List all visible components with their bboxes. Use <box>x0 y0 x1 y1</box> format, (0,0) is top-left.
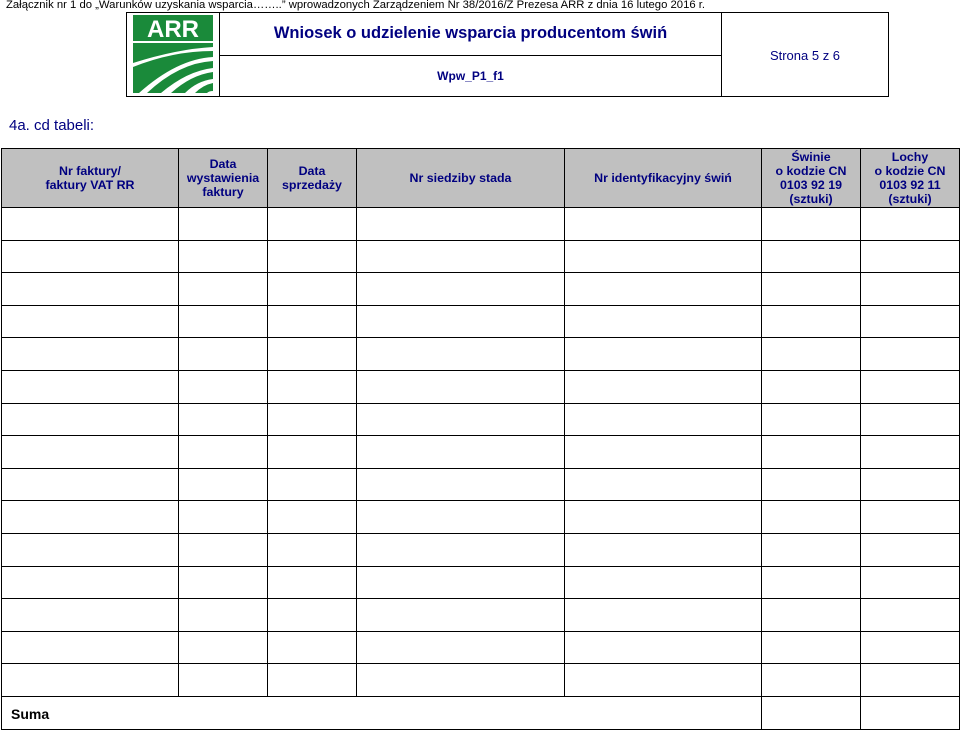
column-header-line: (sztuki) <box>789 192 833 206</box>
table-cell[interactable] <box>179 599 268 632</box>
table-cell[interactable] <box>2 501 179 534</box>
table-cell[interactable] <box>762 468 861 501</box>
column-header-line: 0103 92 11 <box>879 178 941 192</box>
column-header-line: wystawienia <box>186 171 260 185</box>
table-cell[interactable] <box>179 370 268 403</box>
page-number: Strona 5 z 6 <box>769 48 841 63</box>
table-cell[interactable] <box>861 338 960 371</box>
table-cell[interactable] <box>2 436 179 469</box>
table-cell[interactable] <box>565 208 762 241</box>
table-cell[interactable] <box>357 273 565 306</box>
attachment-note: Załącznik nr 1 do „Warunków uzyskania wsparcia……..” wprowadzonych Zarządzeniem Nr 38/2016/Z Prezesa ARR z dnia 16 lutego 2016 r. <box>6 0 706 11</box>
column-header-line: o kodzie CN <box>874 164 946 178</box>
table-cell[interactable] <box>268 208 357 241</box>
table-cell[interactable] <box>357 240 565 273</box>
invoice-table <box>1 148 960 730</box>
table-row <box>2 273 960 306</box>
table-cell[interactable] <box>179 273 268 306</box>
table-cell[interactable] <box>357 599 565 632</box>
table-cell[interactable] <box>357 305 565 338</box>
table-cell[interactable] <box>762 240 861 273</box>
table-cell[interactable] <box>357 403 565 436</box>
column-header-line: faktury <box>202 185 244 199</box>
table-cell[interactable] <box>762 338 861 371</box>
table-row <box>2 436 960 469</box>
title-cell <box>220 13 722 96</box>
table-row <box>2 468 960 501</box>
form-title: Wniosek o udzielenie wsparcia producentom świń <box>273 24 668 42</box>
column-header-line: faktury VAT RR <box>45 178 135 192</box>
table-row <box>2 599 960 632</box>
table-cell[interactable] <box>2 566 179 599</box>
table-cell[interactable] <box>179 631 268 664</box>
table-row <box>2 501 960 534</box>
table-cell[interactable] <box>268 338 357 371</box>
table-cell[interactable] <box>762 305 861 338</box>
column-header <box>762 149 861 208</box>
table-cell[interactable] <box>357 664 565 697</box>
table-row <box>2 208 960 241</box>
table-cell[interactable] <box>357 566 565 599</box>
column-header-line: Data <box>209 157 237 171</box>
column-header <box>357 149 565 208</box>
table-cell[interactable] <box>268 501 357 534</box>
title-divider <box>220 55 721 56</box>
form-code: Wpw_P1_f1 <box>437 69 504 83</box>
document-header <box>126 12 889 97</box>
table-cell[interactable] <box>565 599 762 632</box>
table-cell[interactable] <box>268 468 357 501</box>
table-cell[interactable] <box>565 436 762 469</box>
table-cell[interactable] <box>565 631 762 664</box>
table-cell[interactable] <box>565 370 762 403</box>
table-cell[interactable] <box>179 338 268 371</box>
table-cell[interactable] <box>861 566 960 599</box>
table-cell[interactable] <box>861 664 960 697</box>
table-cell[interactable] <box>2 240 179 273</box>
table-cell[interactable] <box>861 240 960 273</box>
sum-row <box>2 696 960 729</box>
section-title: 4a. cd tabeli: <box>9 117 95 134</box>
table-row <box>2 370 960 403</box>
column-header <box>179 149 268 208</box>
table-cell[interactable] <box>861 631 960 664</box>
table-cell[interactable] <box>2 273 179 306</box>
arr-logo <box>127 13 220 96</box>
table-cell[interactable] <box>861 599 960 632</box>
table-cell[interactable] <box>179 240 268 273</box>
table-cell[interactable] <box>565 664 762 697</box>
table-cell[interactable] <box>268 533 357 566</box>
table-cell[interactable] <box>762 436 861 469</box>
column-header-line: Świnie <box>791 150 831 164</box>
table-cell[interactable] <box>565 305 762 338</box>
table-cell[interactable] <box>179 664 268 697</box>
table-row <box>2 664 960 697</box>
table-cell[interactable] <box>357 370 565 403</box>
sum-cell[interactable] <box>762 696 861 729</box>
table-cell[interactable] <box>268 436 357 469</box>
table-cell[interactable] <box>268 240 357 273</box>
column-header <box>2 149 179 208</box>
sum-label: Suma <box>2 696 762 729</box>
table-cell[interactable] <box>762 599 861 632</box>
table-cell[interactable] <box>268 599 357 632</box>
table-cell[interactable] <box>268 566 357 599</box>
table-cell[interactable] <box>762 533 861 566</box>
table-cell[interactable] <box>565 403 762 436</box>
table-cell[interactable] <box>2 664 179 697</box>
column-header-line: sprzedaży <box>282 178 342 192</box>
table-cell[interactable] <box>762 566 861 599</box>
table-cell[interactable] <box>861 436 960 469</box>
table-cell[interactable] <box>179 468 268 501</box>
table-cell[interactable] <box>2 208 179 241</box>
table-cell[interactable] <box>565 273 762 306</box>
table-cell[interactable] <box>565 501 762 534</box>
table-cell[interactable] <box>861 208 960 241</box>
table-cell[interactable] <box>268 631 357 664</box>
column-header-line: o kodzie CN <box>775 164 847 178</box>
table-cell[interactable] <box>268 664 357 697</box>
table-cell[interactable] <box>2 370 179 403</box>
column-header-line: Nr faktury/ <box>59 164 121 178</box>
column-header-line: Nr siedziby stada <box>409 171 512 185</box>
table-cell[interactable] <box>762 501 861 534</box>
table-row <box>2 403 960 436</box>
table-cell[interactable] <box>861 403 960 436</box>
table-cell[interactable] <box>2 533 179 566</box>
table-cell[interactable] <box>179 403 268 436</box>
table-cell[interactable] <box>179 566 268 599</box>
table-row <box>2 305 960 338</box>
table-cell[interactable] <box>565 533 762 566</box>
table-row <box>2 566 960 599</box>
table-cell[interactable] <box>179 436 268 469</box>
sum-cell[interactable] <box>861 696 960 729</box>
table-cell[interactable] <box>2 338 179 371</box>
arr-logo-icon <box>127 13 219 96</box>
table-cell[interactable] <box>357 533 565 566</box>
table-cell[interactable] <box>565 240 762 273</box>
table-row <box>2 631 960 664</box>
column-header-line: Lochy <box>891 150 929 164</box>
table-cell[interactable] <box>762 403 861 436</box>
table-cell[interactable] <box>2 468 179 501</box>
table-cell[interactable] <box>565 468 762 501</box>
table-cell[interactable] <box>357 436 565 469</box>
table-cell[interactable] <box>268 370 357 403</box>
column-header <box>268 149 357 208</box>
table-cell[interactable] <box>762 208 861 241</box>
table-cell[interactable] <box>268 305 357 338</box>
table-cell[interactable] <box>268 273 357 306</box>
table-cell[interactable] <box>357 631 565 664</box>
table-cell[interactable] <box>861 370 960 403</box>
column-header <box>861 149 960 208</box>
table-cell[interactable] <box>179 533 268 566</box>
table-cell[interactable] <box>179 501 268 534</box>
column-header-line: Data <box>298 164 326 178</box>
table-cell[interactable] <box>2 631 179 664</box>
table-cell[interactable] <box>861 533 960 566</box>
table-cell[interactable] <box>2 305 179 338</box>
table-cell[interactable] <box>762 370 861 403</box>
table-cell[interactable] <box>565 338 762 371</box>
table-cell[interactable] <box>268 403 357 436</box>
table-cell[interactable] <box>861 501 960 534</box>
table-header-row <box>2 149 960 208</box>
table-cell[interactable] <box>2 403 179 436</box>
column-header <box>565 149 762 208</box>
table-cell[interactable] <box>357 468 565 501</box>
table-cell[interactable] <box>357 338 565 371</box>
column-header-line: 0103 92 19 <box>779 178 842 192</box>
table-cell[interactable] <box>762 631 861 664</box>
table-cell[interactable] <box>565 566 762 599</box>
logo-text: ARR <box>147 16 199 43</box>
table-cell[interactable] <box>179 208 268 241</box>
table-row <box>2 338 960 371</box>
table-cell[interactable] <box>861 305 960 338</box>
table-cell[interactable] <box>861 273 960 306</box>
table-cell[interactable] <box>179 305 268 338</box>
table-row <box>2 533 960 566</box>
table-cell[interactable] <box>357 208 565 241</box>
table-cell[interactable] <box>357 501 565 534</box>
table-cell[interactable] <box>861 468 960 501</box>
table-cell[interactable] <box>762 664 861 697</box>
column-header-line: Nr identyfikacyjny świń <box>594 171 732 185</box>
table-cell[interactable] <box>762 273 861 306</box>
column-header-line: (sztuki) <box>888 192 932 206</box>
table-body <box>2 208 960 730</box>
table-cell[interactable] <box>2 599 179 632</box>
table-row <box>2 240 960 273</box>
